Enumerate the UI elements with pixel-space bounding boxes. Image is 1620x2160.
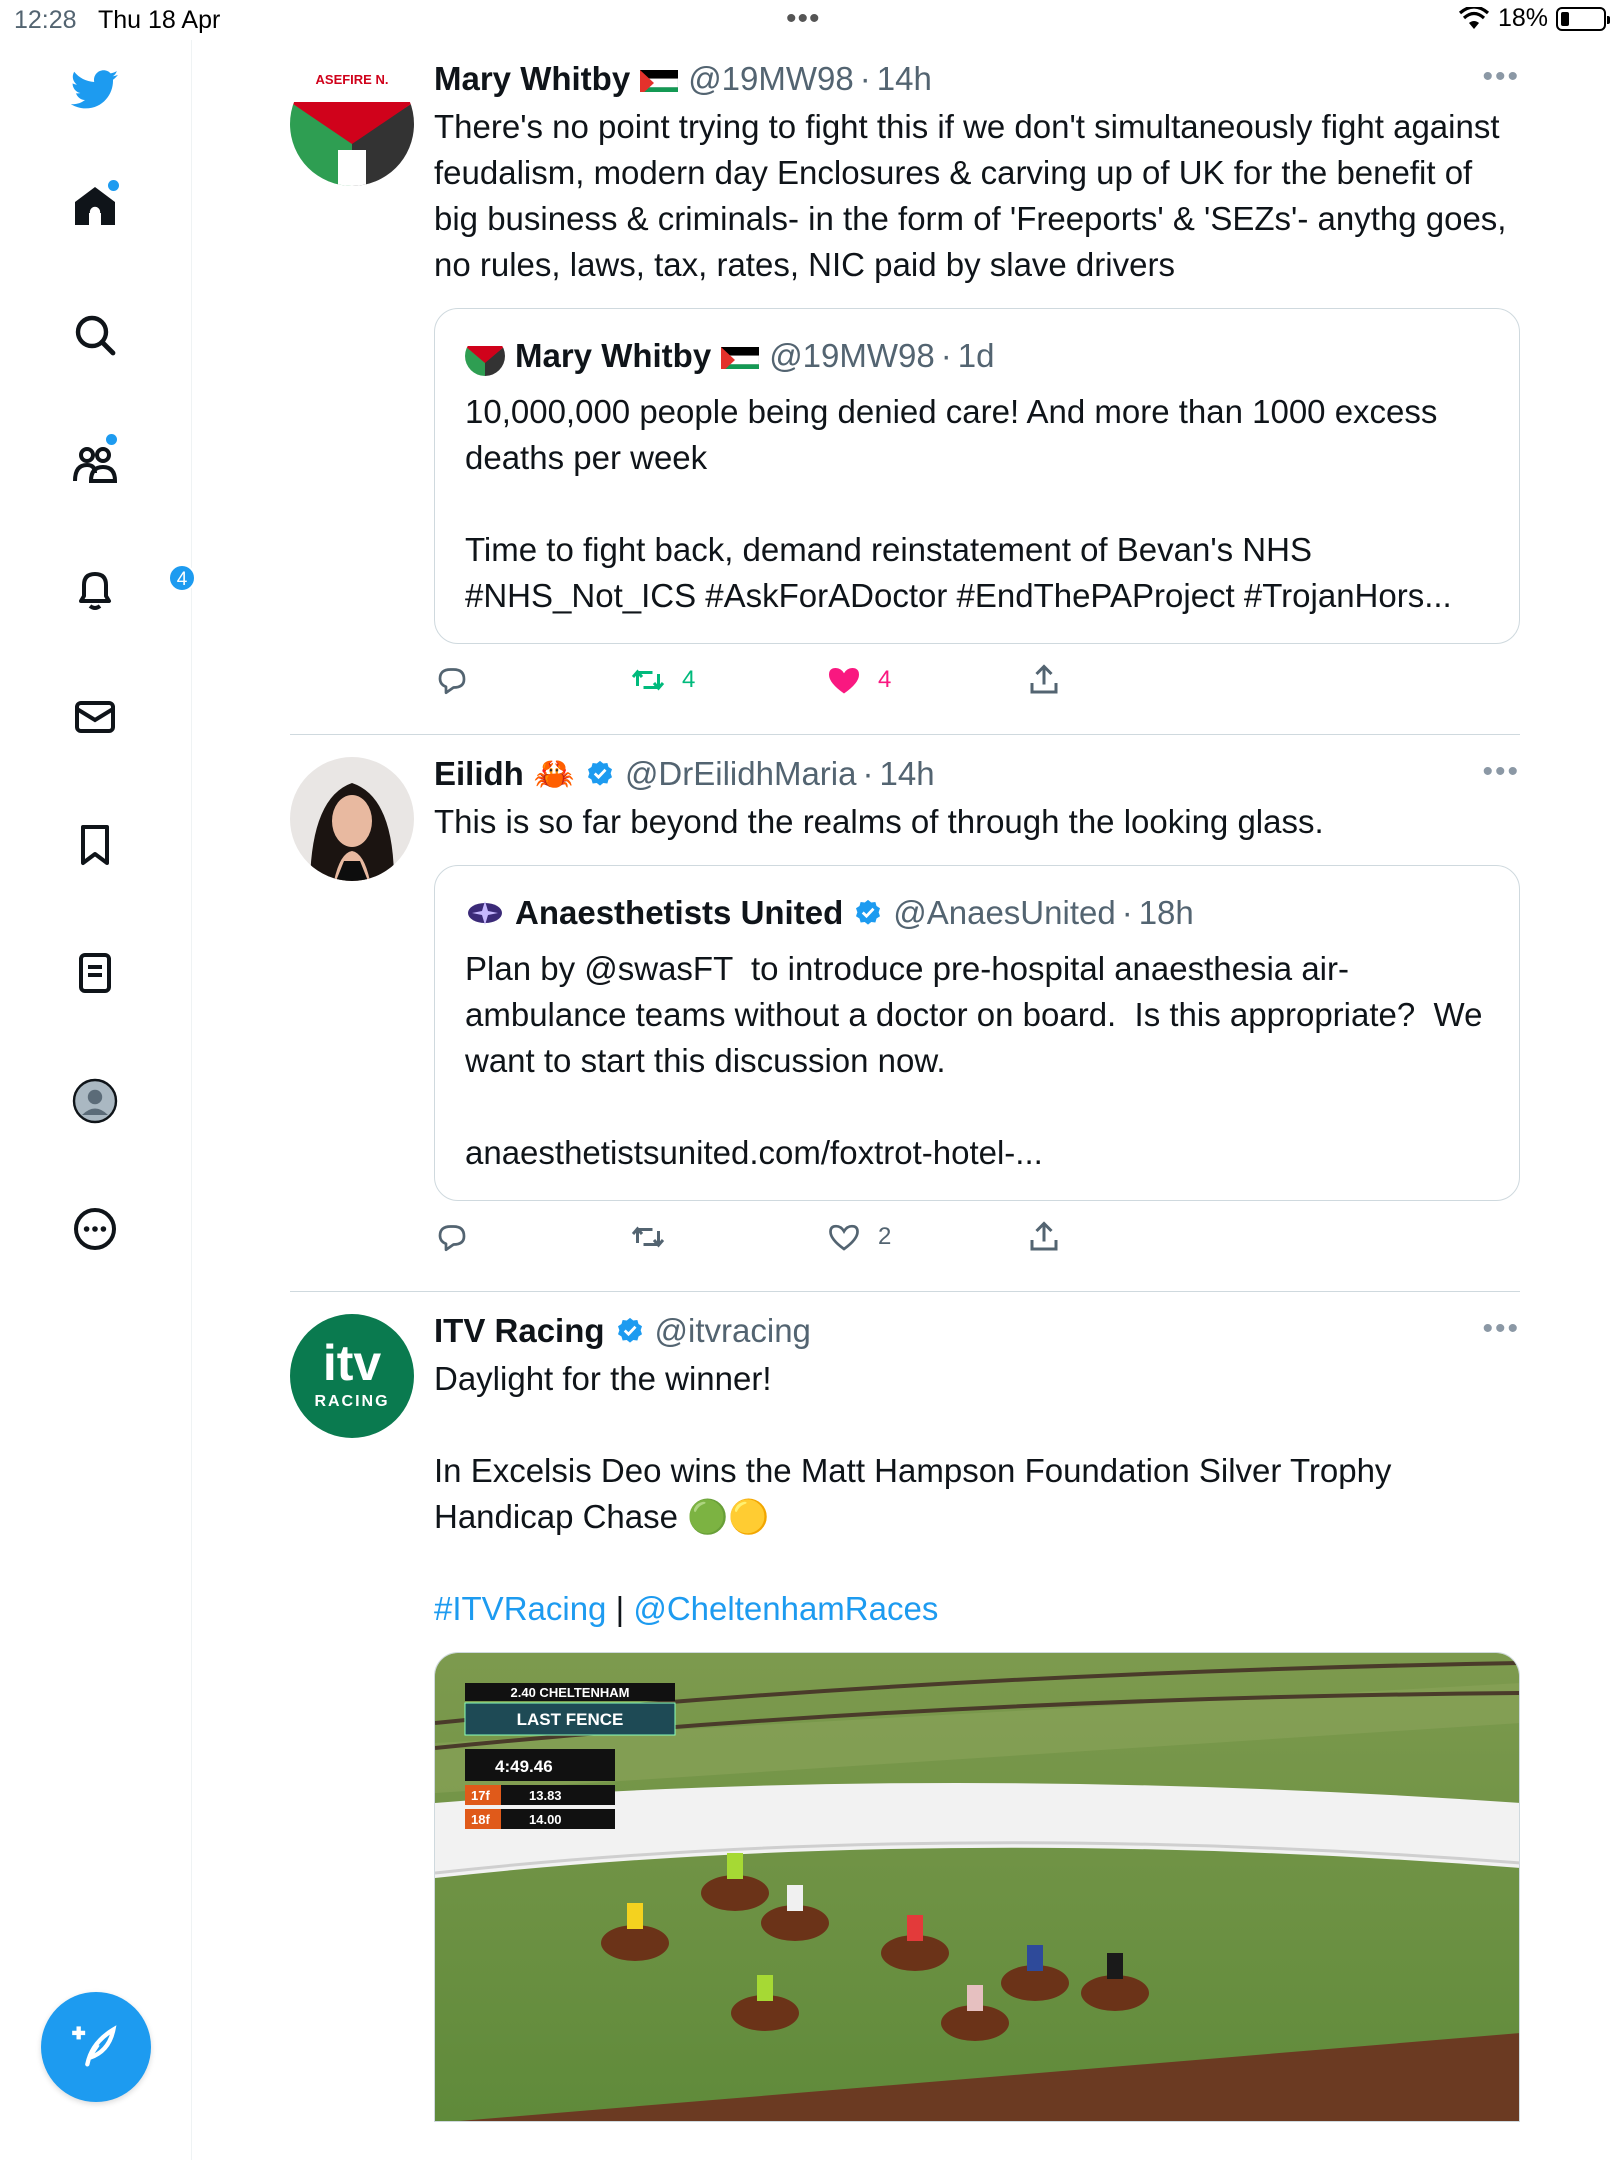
- quoted-tweet-time: 1d: [957, 337, 995, 374]
- multitask-dots[interactable]: •••: [786, 2, 821, 35]
- race-video-frame: [435, 1653, 1520, 2122]
- quoted-tweet-time: 18h: [1138, 894, 1194, 931]
- split-2-label: 18f: [471, 1812, 490, 1827]
- tweet-time[interactable]: 14h: [879, 755, 935, 792]
- quoted-author-name: Anaesthetists United: [515, 894, 844, 931]
- author-handle[interactable]: @itvracing: [654, 1312, 811, 1349]
- verified-badge-icon: [585, 759, 615, 789]
- quoted-tweet-text: Plan by @swasFT to introduce pre-hospital anaesthesia air-ambulance teams without a doctor on board. Is this appropriate? We want to start this discussion now. anaesthetistsunited.com/foxtrot-hotel-...: [465, 950, 1483, 1171]
- status-date: Thu 18 Apr: [98, 6, 221, 34]
- avatar[interactable]: [290, 62, 414, 186]
- more-options-icon[interactable]: •••: [1482, 60, 1520, 93]
- quoted-tweet-header: [465, 888, 1489, 938]
- communities-unread-dot: [106, 434, 117, 445]
- like-button[interactable]: [826, 662, 891, 698]
- split-1-label: 17f: [471, 1788, 490, 1803]
- separator: ·: [1121, 894, 1133, 931]
- tweet[interactable]: [290, 1292, 1520, 2122]
- share-button[interactable]: [1026, 662, 1062, 698]
- retweet-button[interactable]: [630, 662, 695, 698]
- battery-percent: 18%: [1497, 4, 1548, 32]
- split-2-time: 14.00: [529, 1812, 562, 1827]
- verified-badge-icon: [615, 1316, 645, 1346]
- pipe-separator: |: [606, 1590, 634, 1627]
- author-handle[interactable]: @19MW98: [688, 60, 854, 97]
- home-icon[interactable]: [60, 172, 130, 242]
- race-label: 2.40 CHELTENHAM: [510, 1685, 630, 1700]
- bell-icon[interactable]: [60, 554, 188, 624]
- share-button[interactable]: [1026, 1219, 1062, 1255]
- avatar[interactable]: [290, 1314, 414, 1438]
- heart-filled-icon: [826, 662, 862, 698]
- quoted-tweet[interactable]: [434, 308, 1520, 644]
- quoted-author-name: Mary Whitby: [515, 337, 712, 374]
- reply-icon: [434, 662, 470, 698]
- tweet-text-line-2: [434, 1448, 1520, 1540]
- tweet-actions: [434, 644, 1520, 734]
- tweet-time[interactable]: 14h: [876, 60, 932, 97]
- crab-emoji-icon: 🦀: [533, 754, 575, 792]
- quoted-tweet-header: [465, 331, 1489, 381]
- status-time: 12:28: [14, 6, 77, 34]
- search-icon[interactable]: [60, 300, 130, 370]
- quoted-tweet-text: 10,000,000 people being denied care! And more than 1000 excess deaths per week Time to fight back, demand reinstatement of Bevan's NHS #NHS_Not_ICS #AskForADoctor #EndThePAProject #TrojanHors...: [465, 393, 1452, 614]
- timeline-feed: [290, 40, 1520, 2122]
- tweet-header: [434, 54, 1520, 104]
- separator: ·: [859, 60, 871, 97]
- tweet-header: [434, 749, 1520, 799]
- home-unread-dot: [108, 180, 119, 191]
- palestine-flag-icon: [640, 66, 678, 92]
- quoted-author-handle: @AnaesUnited: [893, 894, 1116, 931]
- wifi-icon: [1458, 7, 1490, 31]
- quoted-author-handle: @19MW98: [769, 337, 935, 374]
- tweet-text-body: In Excelsis Deo wins the Matt Hampson Foundation Silver Trophy Handicap Chase: [434, 1452, 1401, 1535]
- like-count: 2: [878, 1223, 892, 1250]
- retweet-count: 4: [682, 666, 696, 693]
- tweet-text-line-1: Daylight for the winner!: [434, 1360, 772, 1397]
- avatar[interactable]: [290, 757, 414, 881]
- quoted-avatar: [465, 336, 505, 376]
- reply-button[interactable]: [434, 1219, 470, 1255]
- more-circle-icon[interactable]: [60, 1194, 130, 1264]
- tweet[interactable]: [290, 735, 1520, 1291]
- tweet-text: There's no point trying to fight this if we don't simultaneously fight against feudalism, modern day Enclosures & carving up of UK for the benefit of big business & criminals- in the form of 'Freeports' & 'SEZs'- anythg goes, no rules, laws, tax, rates, NIC paid by slave drivers: [434, 108, 1516, 283]
- author-name[interactable]: Mary Whitby: [434, 60, 631, 97]
- share-icon: [1026, 1219, 1062, 1255]
- split-1-time: 13.83: [529, 1788, 562, 1803]
- tweet-text: This is so far beyond the realms of through the looking glass.: [434, 803, 1324, 840]
- quoted-tweet[interactable]: [434, 865, 1520, 1201]
- avatar-logo-text: ASEFIRE N.: [315, 72, 389, 87]
- palestine-flag-icon: [721, 343, 759, 369]
- itv-logo-text: itv: [322, 1335, 382, 1391]
- envelope-icon[interactable]: [60, 682, 130, 752]
- bookmark-icon[interactable]: [60, 810, 130, 880]
- twitter-logo-icon[interactable]: [60, 54, 130, 124]
- tweet-media-video[interactable]: [434, 1652, 1520, 2122]
- more-options-icon[interactable]: •••: [1482, 1312, 1520, 1345]
- verified-badge-icon: [853, 898, 883, 928]
- author-handle[interactable]: @DrEilidhMaria: [624, 755, 857, 792]
- profile-avatar-icon[interactable]: [60, 1066, 130, 1136]
- hashtag-link[interactable]: #ITVRacing: [434, 1590, 607, 1627]
- battery-icon: [1556, 7, 1606, 31]
- race-clock: 4:49.46: [495, 1757, 553, 1776]
- heart-outline-icon: [826, 1219, 862, 1255]
- retweet-icon: [630, 1219, 666, 1255]
- feather-plus-icon: [70, 2021, 122, 2073]
- share-icon: [1026, 662, 1062, 698]
- notifications-badge: 4: [168, 564, 196, 592]
- reply-button[interactable]: [434, 662, 470, 698]
- author-name[interactable]: ITV Racing: [434, 1312, 605, 1349]
- separator: ·: [940, 337, 952, 374]
- retweet-icon: [630, 662, 666, 698]
- retweet-button[interactable]: [630, 1219, 666, 1255]
- tweet-header: [434, 1306, 1520, 1356]
- like-button[interactable]: [826, 1219, 891, 1255]
- status-right: [1458, 4, 1606, 33]
- lists-icon[interactable]: [60, 938, 130, 1008]
- communities-icon[interactable]: [60, 428, 130, 498]
- author-name[interactable]: Eilidh: [434, 755, 524, 792]
- racing-logo-text: RACING: [314, 1393, 390, 1410]
- status-bar: [0, 0, 1620, 40]
- like-count: 4: [878, 666, 892, 693]
- sidebar: [0, 40, 192, 2160]
- stage-label: LAST FENCE: [516, 1710, 624, 1729]
- more-options-icon[interactable]: •••: [1482, 755, 1520, 788]
- mention-link[interactable]: @CheltenhamRaces: [633, 1590, 939, 1627]
- reply-icon: [434, 1219, 470, 1255]
- circle-emojis: 🟢🟡: [687, 1498, 770, 1535]
- tweet[interactable]: [290, 40, 1520, 734]
- tweet-links: [434, 1586, 1520, 1632]
- tweet-actions: [434, 1201, 1520, 1291]
- separator: ·: [862, 755, 874, 792]
- compose-tweet-button[interactable]: [41, 1992, 151, 2102]
- quoted-avatar: [465, 893, 505, 933]
